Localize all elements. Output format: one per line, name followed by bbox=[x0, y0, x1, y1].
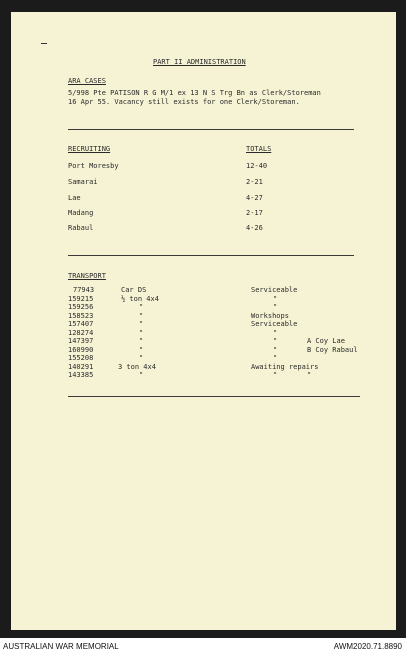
vehicle-number: 147397 bbox=[68, 337, 94, 345]
archive-footer bbox=[0, 639, 406, 653]
vehicle-type: Car DS bbox=[121, 286, 147, 294]
recruiting-place: Lae bbox=[68, 194, 81, 202]
recruiting-heading: RECRUITING bbox=[68, 145, 111, 153]
vehicle-type: " bbox=[139, 303, 144, 311]
transport-heading: TRANSPORT bbox=[68, 272, 106, 280]
vehicle-status: Workshops bbox=[251, 311, 289, 320]
vehicle-type: " bbox=[139, 320, 144, 328]
paper-mark bbox=[41, 43, 47, 44]
vehicle-status: " bbox=[273, 371, 278, 379]
ara-cases-line-2: 16 Apr 55. Vacancy still exists for one Clerk/Storeman. bbox=[68, 98, 300, 106]
section-divider bbox=[68, 129, 354, 130]
vehicle-type: " bbox=[139, 345, 144, 354]
vehicle-status: Serviceable bbox=[251, 320, 298, 328]
vehicle-location-note: B Coy Rabaul bbox=[307, 345, 358, 354]
document-title: PART II ADMINISTRATION bbox=[153, 58, 246, 66]
vehicle-number: 143385 bbox=[68, 371, 94, 379]
vehicle-type: " bbox=[139, 337, 144, 345]
section-divider bbox=[68, 255, 354, 256]
vehicle-number: 159256 bbox=[68, 303, 94, 311]
recruiting-total: 4-27 bbox=[246, 194, 263, 202]
vehicle-status: " bbox=[273, 294, 278, 303]
vehicle-number: 159215 bbox=[68, 294, 94, 303]
vehicle-type: " bbox=[139, 311, 144, 320]
vehicle-status: " bbox=[273, 354, 278, 362]
ara-cases-line-1: 5/998 Pte PATISON R G M/1 ex 13 N S Trg Bn as Clerk/Storeman bbox=[68, 89, 321, 97]
vehicle-number: 160990 bbox=[68, 345, 94, 354]
vehicle-location-note: A Coy Lae bbox=[307, 337, 345, 345]
vehicle-status: " bbox=[273, 345, 278, 354]
recruiting-place: Rabaul bbox=[68, 224, 94, 232]
vehicle-status: " bbox=[273, 303, 278, 311]
document-page bbox=[11, 12, 396, 630]
vehicle-type: " bbox=[139, 371, 144, 379]
recruiting-total: 2-17 bbox=[246, 209, 263, 217]
vehicle-type: 3 ton 4x4 bbox=[118, 362, 156, 371]
vehicle-type: " bbox=[139, 328, 144, 337]
vehicle-status: " bbox=[273, 337, 278, 345]
section-divider bbox=[68, 396, 360, 397]
vehicle-status: " bbox=[273, 328, 278, 337]
recruiting-place: Madang bbox=[68, 209, 94, 217]
vehicle-type: " bbox=[139, 354, 144, 362]
recruiting-place: Samarai bbox=[68, 178, 98, 186]
ara-cases-heading: ARA CASES bbox=[68, 77, 106, 85]
recruiting-total: 2-21 bbox=[246, 178, 263, 186]
vehicle-status: Awaiting repairs bbox=[251, 362, 319, 371]
vehicle-status: Serviceable bbox=[251, 286, 298, 294]
vehicle-number: 158523 bbox=[68, 311, 94, 320]
recruiting-total: 12-40 bbox=[246, 162, 268, 170]
accession-number: AWM2020.71.8890 bbox=[333, 642, 402, 651]
vehicle-number: 140291 bbox=[68, 362, 94, 371]
totals-heading: TOTALS bbox=[246, 145, 272, 153]
vehicle-number: 128274 bbox=[68, 328, 94, 337]
vehicle-number: 155208 bbox=[68, 354, 94, 362]
recruiting-total: 4-26 bbox=[246, 224, 263, 232]
vehicle-number: 77943 bbox=[73, 286, 95, 294]
vehicle-number: 157407 bbox=[68, 320, 94, 328]
institution-name: AUSTRALIAN WAR MEMORIAL bbox=[3, 642, 119, 651]
recruiting-place: Port Moresby bbox=[68, 162, 119, 170]
vehicle-type: ½ ton 4x4 bbox=[121, 294, 159, 303]
vehicle-location-note: " bbox=[307, 371, 312, 379]
